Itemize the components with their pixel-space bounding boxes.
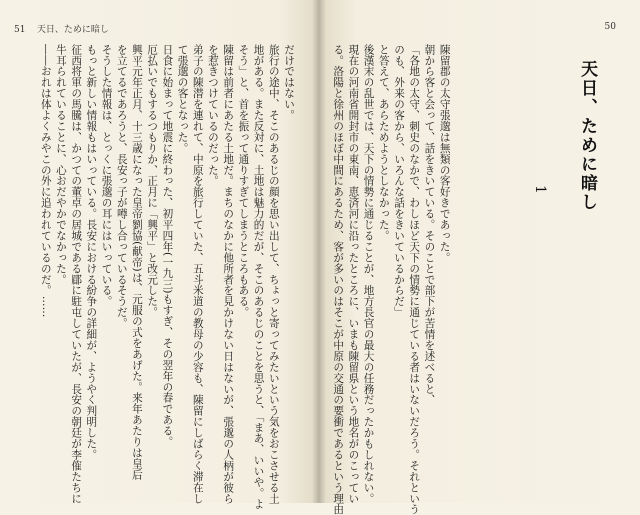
- chapter-title: 天日、ために暗し: [577, 60, 597, 212]
- text-line: 地がある。また反対に、土地は魅力的だが、そこのあるじのことを思うと、「まあ、いいや。よ: [252, 44, 265, 510]
- text-line: 旅行の途中、そこのあるじの顔を思い出して、ちょっと寄ってみたいという気をおこさせる土: [267, 44, 280, 504]
- section-number: 1: [532, 185, 548, 194]
- text-line: だけではない。: [283, 44, 295, 121]
- text-line: のも、外来の客から、いろんな話をきいているからだ」: [393, 44, 406, 318]
- text-line: そうした情報は、とっくに張邈の耳にはいっている。: [100, 44, 113, 307]
- text-line: 陳留郡の太守張邈は無類の客好きであった。: [438, 44, 451, 263]
- text-line: る。洛陽と徐州のほぼ中間にあるため、客が多いのはそこが中原の交通の要衝であるという理由: [332, 44, 345, 515]
- text-line: 弟子の陳潜を連れて、中原を旅行していた、五斗米道の教母の少容も、陳留にしばらく滞在し: [191, 44, 204, 504]
- book-gutter: [312, 0, 326, 503]
- text-line: 「各地の太守、刺史のなかで、わしほど天下の情勢に通じている者はいないだろう。それという: [408, 44, 421, 515]
- text-line: 後漢末の乱世では、天下の情勢に通じることが、地方長官の最大の任務だったかもしれない。: [362, 44, 375, 504]
- text-line: 朝から客と会って、話をきいている。そのことで部下が苦情を述べると、: [423, 44, 436, 406]
- text-line: ――おれは体よくみやこの外に追われているのだ。……: [39, 44, 52, 318]
- left-page-body: [38, 44, 296, 510]
- text-line: そう」と、首を振って通りすぎてしまうところもある。: [237, 44, 250, 318]
- right-page: [318, 0, 640, 515]
- text-line: 日食に始まって地震に終わった、初平四年(一九三)もすぎ、その翌年の春である。: [161, 44, 174, 448]
- left-page: [0, 0, 318, 510]
- right-page-body: [330, 44, 452, 515]
- left-page-number: 51: [14, 25, 26, 35]
- text-line: 厄払いでもするつもりか、正月に「興平」と改元した。: [146, 44, 159, 318]
- text-line: を立てるであろうと、長安っ子が噂し合っているそうだ。: [115, 44, 128, 329]
- text-line: 牛耳られていることに、心おだやかでなかった。: [54, 44, 67, 285]
- text-line: もっと新しい情報もはいっている。長安における紛争の詳細が、ようやく判明した。: [85, 44, 98, 461]
- text-line: 陳留は前者にあたる土地だ。まちのなかに他所者を見かけない日はないが、張邈の人柄が彼ら: [222, 44, 235, 504]
- left-page-header: [14, 22, 109, 35]
- text-line: 征西将軍の馬騰は、かつての董卓の居城である郿に駐屯していたが、長安の朝廷が李傕たちに: [70, 44, 83, 504]
- text-line: と答えて、あらためようとしなかった。: [377, 44, 390, 242]
- running-head: 天日、ために暗し: [36, 25, 109, 35]
- text-line: を惹きつけているのだった。: [206, 44, 219, 187]
- text-line: 興平元年正月、十三歳になった皇帝劉協(献帝)は、元服の式をあげた。来年あたりは皇后: [130, 44, 143, 481]
- text-line: て張邈の客となった。: [176, 44, 189, 154]
- text-line: 現在の河南省開封市の東南、恵済河に沿ったところに、いまも陳留県という地名がのこってい: [347, 44, 360, 504]
- right-page-number: 50: [604, 22, 616, 32]
